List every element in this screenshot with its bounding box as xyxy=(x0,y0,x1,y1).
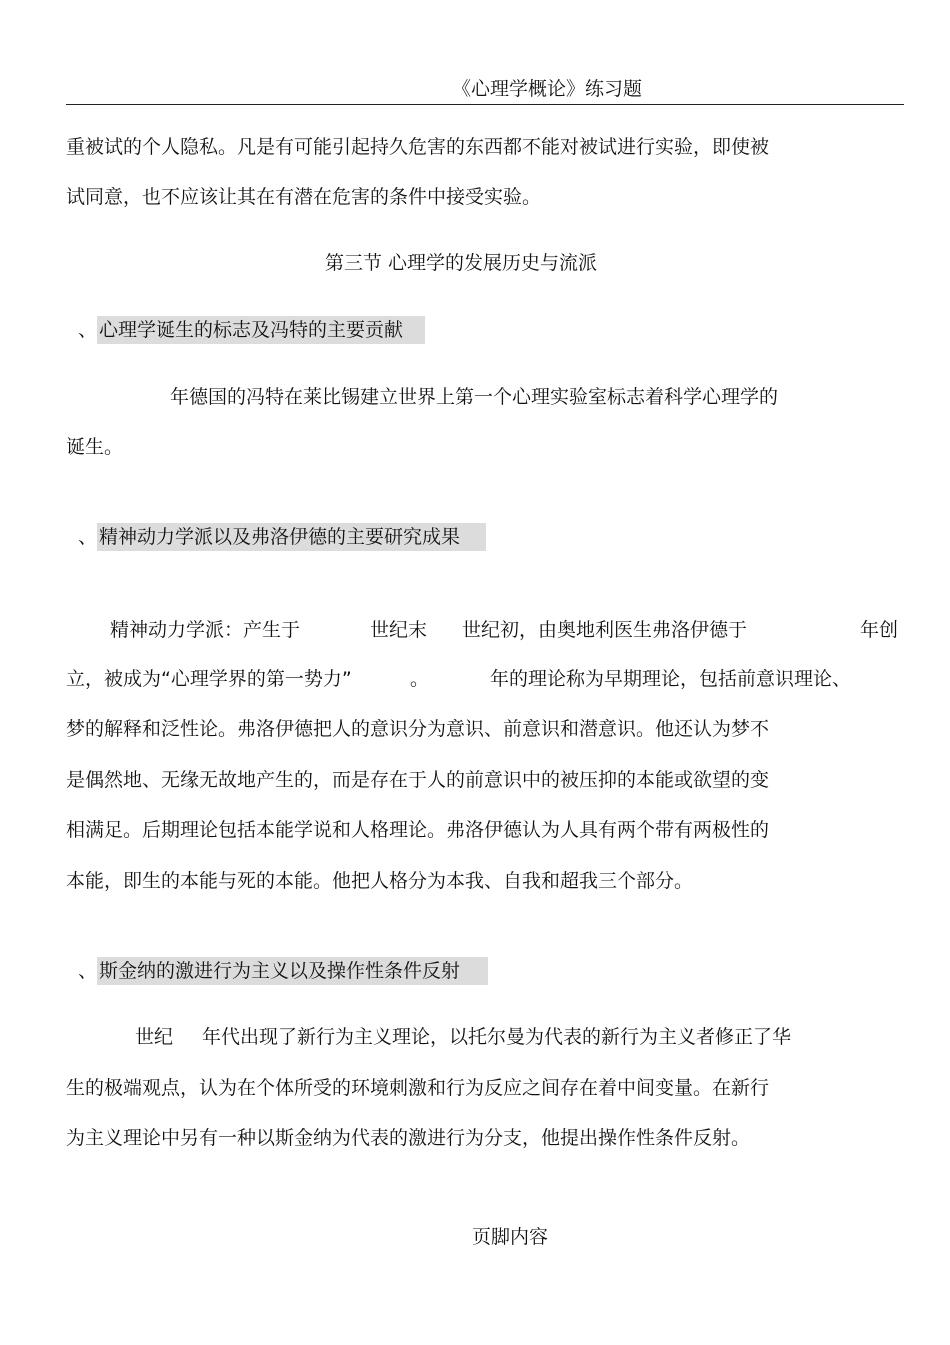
heading-1-prefix: 、 xyxy=(78,319,98,341)
heading-1 xyxy=(78,319,425,341)
heading-2-prefix: 、 xyxy=(78,526,98,548)
s2-line-1a: 精神动力学派：产生于 xyxy=(110,619,301,641)
s2-line-5: 相满足。后期理论包括本能学说和人格理论。弗洛伊德认为人具有两个带有两极性的 xyxy=(66,819,770,841)
intro-line-2: 试同意，也不应该让其在有潜在危害的条件中接受实验。 xyxy=(66,186,542,208)
s2-line-2b: 。 xyxy=(410,668,430,690)
s3-line-2: 生的极端观点，认为在个体所受的环境刺激和行为反应之间存在着中间变量。在新行 xyxy=(66,1077,770,1099)
s2-line-2c: 年的理论称为早期理论，包括前意识理论、 xyxy=(490,668,852,690)
s2-line-6: 本能，即生的本能与死的本能。他把人格分为本我、自我和超我三个部分。 xyxy=(66,870,694,892)
heading-1-text: 心理学诞生的标志及冯特的主要贡献 xyxy=(97,316,425,344)
heading-2-text: 精神动力学派以及弗洛伊德的主要研究成果 xyxy=(97,523,486,551)
intro-line-1: 重被试的个人隐私。凡是有可能引起持久危害的东西都不能对被试进行实验，即使被 xyxy=(66,136,770,158)
s2-line-1b: 世纪末 xyxy=(370,619,428,641)
s2-line-2a: 立，被成为“心理学界的第一势力” xyxy=(66,668,352,690)
s3-line-3: 为主义理论中另有一种以斯金纳为代表的激进行为分支，他提出操作性条件反射。 xyxy=(66,1127,751,1149)
heading-3-prefix: 、 xyxy=(78,960,98,982)
s2-line-1c: 世纪初，由奥地利医生弗洛伊德于 xyxy=(462,619,748,641)
section-title: 第三节 心理学的发展历史与流派 xyxy=(325,252,598,274)
s1-paragraph-line-1: 年德国的冯特在莱比锡建立世界上第一个心理实验室标志着科学心理学的 xyxy=(170,386,779,408)
s2-line-3: 梦的解释和泛性论。弗洛伊德把人的意识分为意识、前意识和潜意识。他还认为梦不 xyxy=(66,718,770,740)
s1-paragraph-line-2: 诞生。 xyxy=(66,436,124,458)
s2-line-4: 是偶然地、无缘无故地产生的，而是存在于人的前意识中的被压抑的本能或欲望的变 xyxy=(66,769,770,791)
s3-line-1b: 年代出现了新行为主义理论，以托尔曼为代表的新行为主义者修正了华 xyxy=(202,1026,792,1048)
page-footer: 页脚内容 xyxy=(472,1226,549,1248)
s2-line-1d: 年创 xyxy=(860,619,899,641)
heading-3-text: 斯金纳的激进行为主义以及操作性条件反射 xyxy=(97,957,488,985)
heading-2 xyxy=(78,526,486,548)
header-divider xyxy=(66,104,904,105)
page-header-title: 《心理学概论》练习题 xyxy=(452,78,643,100)
s3-line-1a: 世纪 xyxy=(135,1026,174,1048)
heading-3 xyxy=(78,960,488,982)
